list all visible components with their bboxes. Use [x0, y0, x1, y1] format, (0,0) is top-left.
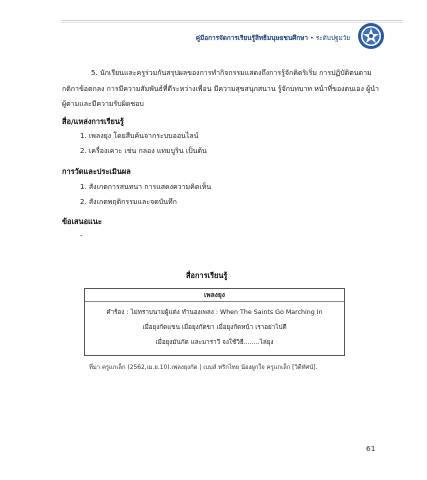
- suggestion-content: -: [80, 232, 83, 240]
- media-item: 1. เพลงยุง โดยสืบค้นจากระบบออนไลน์: [80, 132, 199, 140]
- song-credits-line: คำร้อง : ไม่ทราบนามผู้แต่ง ทำนองเพลง : When The Saints Go Marching In: [106, 309, 323, 316]
- paragraph-step-5-line-3: ผู้ตามและมีความรับผิดชอบ: [62, 100, 144, 108]
- media-item: 2. เครื่องเคาะ เช่น กลอง แทมบูริน เป็นต้น: [80, 147, 207, 155]
- paragraph-step-5-line-2: กติกาข้อตกลง การมีความสัมพันธ์ที่ดีระหว่างเพื่อน มีความสุขสนุกสนาน รู้จักบทบาท หน้าที่ของตนเอง ผู้นำ: [62, 85, 379, 93]
- song-lyrics-box: [84, 288, 345, 356]
- header-title: คู่มือการจัดการเรียนรู้สิทธิมนุษยชนศึกษา: [195, 34, 308, 42]
- page-number: 61: [366, 444, 376, 453]
- running-header: [196, 33, 350, 43]
- assessment-item: 1. สังเกตการสนทนา การแสดงความคิดเห็น: [80, 183, 212, 191]
- header-subtitle: • ระดับปฐมวัย: [309, 34, 350, 42]
- assessment-heading: การวัดและประเมินผล: [62, 167, 131, 176]
- paragraph-step-5-line-1: 5. นักเรียนและครูร่วมกันสรุปผลของการทำกิจกรรมแสดงถึงการรู้จักคิดริเริ่ม การปฏิบัติตนตาม: [91, 69, 372, 77]
- header-rule-secondary: [62, 22, 402, 23]
- song-title: เพลงยุง: [85, 289, 344, 302]
- song-lyrics-line: เมื่อยุงกัดแขน เมื่อยุงกัดขา เมื่อยุงกัดหน้า เราอย่าไปตี: [142, 324, 287, 331]
- emblem-logo-icon: [357, 22, 385, 50]
- media-heading: สื่อ/แหล่งการเรียนรู้: [62, 117, 124, 126]
- source-citation: ที่มา ครูแกเล็ก (2562,เม.ย.10).เพลงยุงกัด | เบบส์ ทริกไทย น้องผูกใจ ครูแกเล็ก [วิดีทัศน์].: [89, 365, 318, 371]
- assessment-item: 2. สังเกตพฤติกรรมและจดบันทึก: [80, 198, 177, 206]
- suggestion-heading: ข้อเสนอแนะ: [62, 217, 102, 226]
- learning-media-title: สื่อการเรียนรู้: [186, 271, 228, 280]
- song-lyrics-line: เมื่อยุงมันกัด และมาราวี จงใช้วิธี........ไล่ยุง: [155, 339, 274, 346]
- header-rule: [62, 20, 402, 21]
